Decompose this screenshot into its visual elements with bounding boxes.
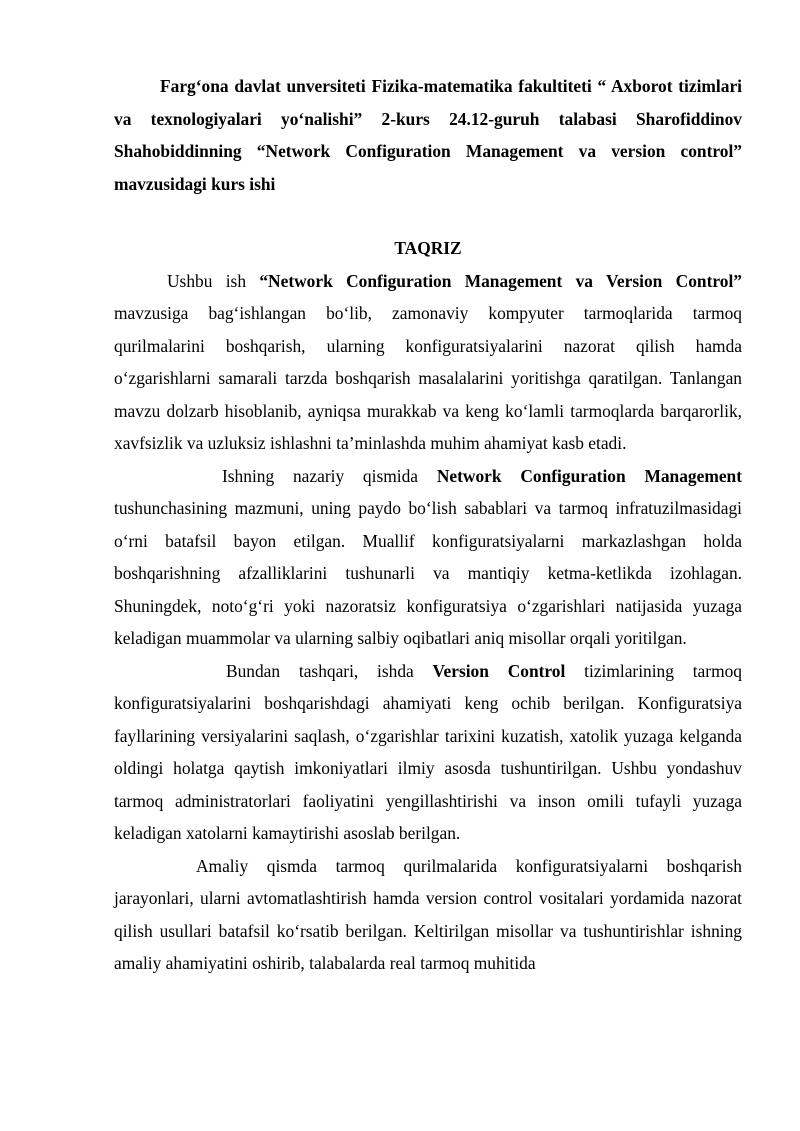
paragraph-2-rest: tushunchasining mazmuni, uning paydo bo‘lish sabablari va tarmoq infratuzilmasidagi o‘rni batafsil bayon etilgan. Muallif konfiguratsiyalarni markazlashgan holda boshqarishning afzalliklarini tushunarli va mantiqiy ketma-ketlikda izohlagan. Shuningdek, noto‘g‘ri yoki nazoratsiz konfiguratsiya o‘zgarishlari natijasida yuzaga keladigan muammolar va ularning salbiy oqibatlari aniq misollar orqali yoritilgan.	[114, 498, 742, 648]
paragraph-4: Amaliy qismda tarmoq qurilmalarida konfiguratsiyalarni boshqarish jarayonlari, ularni avtomatlashtirish hamda version control vositalari yordamida nazorat qilish usullari batafsil ko‘rsatib berilgan. Keltirilgan misollar va tushuntirishlar ishning amaliy ahamiyatini oshirib, talabalarda real tarmoq muhitida	[114, 855, 742, 973]
paragraph-1-rest: mavzusiga bag‘ishlangan bo‘lib, zamonaviy kompyuter tarmoqlarida tarmoq qurilmalarini boshqarish, ularning konfiguratsiyalarini nazorat qilish hamda o‘zgarishlarni samarali tarzda boshqarish masalalarini yoritishga qaratilgan. Tanlangan mavzu dolzarb hisoblanib, ayniqsa murakkab va keng ko‘lamli tarmoqlarda barqarorlik, xavfsizlik va uzluksiz ishlashni ta’minlashda muhim ahamiyat kasb etadi.	[114, 303, 742, 453]
paragraph-1-lead: Ushbu ish	[167, 270, 260, 291]
paragraph-2-lead: Ishning nazariy qismida	[222, 465, 437, 486]
paragraph-3-bold: Version Control	[432, 660, 566, 681]
paragraph-2	[114, 460, 742, 655]
paragraph-1	[114, 265, 742, 460]
paragraph-3-lead: Bundan tashqari, ishda	[226, 660, 433, 681]
paragraph-3-rest: tizimlarining tarmoq konfiguratsiyalarini boshqarishdagi ahamiyati keng ochib berilgan. Konfiguratsiya fayllarining versiyalarini saqlash, o‘zgarishlar tarixini kuzatish, xatolik yuzaga kelganda oldingi holatga qaytish imkoniyatlari ilmiy asosda tushuntirilgan. Ushbu yondashuv tarmoq administratorlari faoliyatini yengillashtirishi va inson omili tufayli yuzaga keladigan xatolarni kamaytirishi asoslab berilgan.	[114, 660, 742, 843]
paragraph-2-bold: Network Configuration Management	[436, 465, 743, 486]
paragraph-1-bold: “Network Configuration Management va Version Control”	[259, 270, 742, 291]
document-header: Farg‘ona davlat unversiteti Fizika-matematika fakultiteti “ Axborot tizimlari va texnologiyalari yo‘nalishi” 2-kurs 24.12-guruh talabasi Sharofiddinov Shahobiddinning “Network Configuration Management va version control” mavzusidagi kurs ishi	[114, 76, 742, 194]
document-title: TAQRIZ	[394, 238, 462, 258]
paragraph-3	[114, 655, 742, 850]
document-page	[114, 70, 742, 980]
